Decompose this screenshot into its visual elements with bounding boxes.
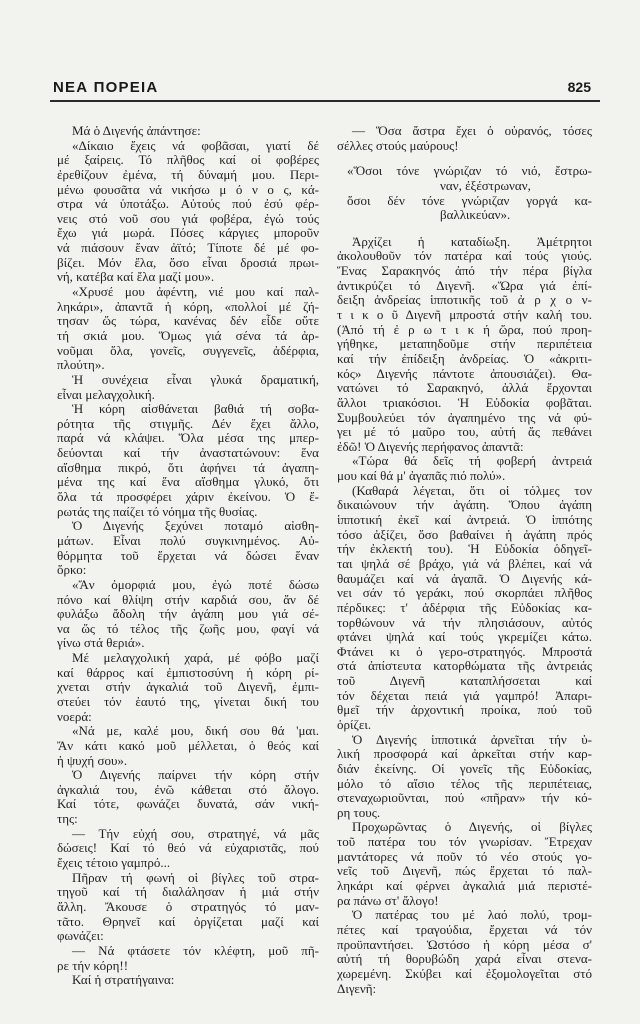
text-line: νεῖς τοῦ Διγενῆ, πώς ἔρχεται τό παλ- (337, 864, 592, 879)
paragraph (337, 454, 592, 483)
paragraph (57, 973, 319, 988)
paragraph (57, 373, 319, 402)
text-line: ἱπποτική ἐκεῖ καί ἀντρειά. Ὁ ἱππότης (337, 513, 592, 528)
paragraph (57, 724, 319, 768)
text-line: «Δίκαιο ἔχεις νά φοβᾶσαι, γιατί δέ (72, 138, 319, 153)
text-line: Διγενῆ: (337, 981, 377, 996)
text-line: νοῦμαι ὅλα, γονεῖς, συγγενεῖς, ἀδέρφια, (57, 343, 319, 358)
paragraph (57, 944, 319, 973)
text-line: ἄλλη. Ἄκουσε ὁ στρατηγός τό μαν- (57, 899, 319, 914)
verse-line: ναν, ἐξέστρωναν, (440, 178, 531, 193)
text-line: ἐδῶ! Ὁ Διγενής περήφανος ἀπαντᾶ: (337, 439, 524, 454)
text-line: διάν ἐκείνης. Οἱ γονεῖς τῆς Εὐδοκίας, (337, 761, 592, 776)
paragraph (57, 768, 319, 827)
text-line: γίνω στά θεριά». (57, 636, 145, 651)
paragraph (337, 484, 592, 733)
text-line: γει μέ τό μαῦρο του, αὐτή ἄς πεθάνει (337, 425, 592, 440)
text-line: της: (57, 812, 78, 827)
verse-line: «Ὅσοι τόνε γνώριζαν τό νιό, ἔστρω- (347, 164, 592, 179)
text-line: δεύονται καί τήν ἀναστατώνουν: ἕνα (57, 446, 319, 461)
text-line: «Ἄν ὀμορφιά μου, ἐγώ ποτέ δώσω (72, 577, 319, 592)
paragraph (57, 827, 319, 871)
text-line: Μά ὁ Διγενής ἀπάντησε: (72, 124, 201, 138)
journal-title: ΝΕΑ ΠΟΡΕΙΑ (53, 79, 159, 96)
text-line: τηγοῦ καί τή διαλάλησαν ἡ μιά στήν (57, 885, 319, 900)
text-line: νατώνει τό Σαρακηνό, ἀλλά ἔρχονται (337, 381, 592, 396)
text-line: Ἡ συνέχεια εἶναι γλυκά δραματική, (72, 372, 319, 387)
text-line: εἶναι μελαγχολική. (57, 387, 155, 402)
paragraph (57, 402, 319, 519)
text-line: ρωτάς της παίζει τό νόημα τῆς θυσίας. (57, 504, 258, 519)
text-line: γήθηκε, μεταπηδοῦμε στήν περιπέτεια (337, 337, 592, 352)
text-line: νή, κατέβα καί ἔλα μαζί μου». (57, 270, 215, 285)
text-line: μένα της καί ἕνα αἴσθημα γλυκό, ὅτι (57, 475, 319, 490)
text-line: στρα νά ὑποτάξω. Αὐτούς πού ἐσύ φέρ- (57, 197, 319, 212)
text-line: στά ἀπίστευτα κατορθώματα τῆς ἀντρειάς (337, 659, 592, 674)
text-line: — Ὅσα ἄστρα ἔχει ὁ οὐρανός, τόσες (352, 124, 592, 138)
text-line: κός» Διγενής πάντοτε ἀπουσιάζει). Θα- (337, 366, 592, 381)
text-line: μένω φουσᾶτα νά νικήσω μ ό ν ο ς, κά- (57, 182, 319, 197)
text-line: μόλο τό αἴσιο τέλος τῆς περιπέτειας, (337, 776, 592, 791)
text-line: φωνάζει: (57, 929, 104, 944)
text-line: «Τώρα θά δεῖς τή φοβερή ἀντρειά (352, 454, 592, 469)
text-line: Ὁ πατέρας του μέ λαό πολύ, τρομ- (352, 908, 592, 923)
text-line: ἐρεθίζουν ἐμένα, τή δύναμή μου. Περι- (57, 167, 319, 182)
text-line: ὅλα τά προσφέρει χάριν ἐκείνου. Ὁ ἔ- (57, 490, 319, 505)
text-line: παρά νά κλάψει. Ὅλα μέσα της μπερ- (57, 431, 319, 446)
text-line: Προχωρῶντας ὁ Διγενής, οἱ βίγλες (352, 820, 592, 835)
text-line: Πῆραν τή φωνή οἱ βίγλες τοῦ στρα- (72, 870, 319, 885)
paragraph (337, 124, 592, 153)
text-line: Καί τότε, φωνάζει δυνατά, σάν νική- (57, 797, 319, 812)
text-line: θαυμάζει καί νά ἀγαπᾶ. Ὁ Διγενής κά- (337, 571, 592, 586)
text-line: στεύει τόν ἑαυτό της, γίνεται δική του (57, 694, 319, 709)
text-line: ρα πάνω στ' ἄλογο! (337, 893, 439, 908)
text-line: καί θάρρος καί ἐμπιστοσύνη ἡ κόρη ρί- (57, 665, 319, 680)
paragraph (57, 651, 319, 724)
page-number: 825 (567, 79, 591, 95)
header-rule (50, 100, 600, 102)
text-line: πόνο καί θλίψη στήν καρδιά σου, ἄν δέ (57, 592, 319, 607)
text-line: τοῦ πατέρα του τόν γνωρίσαν. Ἔτρεχαν (337, 835, 592, 850)
text-line: δώσεις! Καί τό θεό νά εὐχαριστᾶς, πού (57, 841, 319, 856)
text-line: ρότητα τῆς στιγμῆς. Δέν ἔχει ἄλλο, (57, 416, 319, 431)
text-line: (Καθαρά λέγεται, ὅτι οἱ τόλμες τον (352, 483, 592, 498)
text-line: — Τήν εὐχή σου, στρατηγέ, νά μᾶς (72, 826, 319, 841)
text-line: Μέ μελαγχολική χαρά, μέ φόβο μαζί (72, 651, 319, 666)
text-line: Ἕνας Σαρακηνός ἀπό τήν πέρα βίγλα (337, 264, 592, 279)
text-line: ὅρκο: (57, 563, 87, 578)
text-line: Ὁ Διγενής ξεχύνει ποταμό αἰσθη- (72, 519, 319, 534)
text-line: Ἀρχίζει ἡ καταδίωξη. Ἀμέτρητοι (352, 234, 592, 249)
text-line: βίζει. Μόν ἔλα, ὅσο εἶναι δροσιά πρωι- (57, 255, 319, 270)
paragraph (337, 235, 592, 455)
text-line: (Ἀπό τή ἐ ρ ω τ ι κ ή ὥρα, πού προη- (337, 322, 592, 337)
text-line: τορθώνουν νά τήν πλησιάσουν, αὐτός (337, 615, 592, 630)
verse-line: βαλλικεύαν». (440, 208, 511, 223)
text-line: Ὁ Διγενής παίρνει τήν κόρη στήν (72, 768, 319, 783)
text-line: — Νά φτάσετε τόν κλέφτη, μοῦ πῆ- (72, 943, 319, 958)
paragraph (57, 285, 319, 373)
paragraph (337, 908, 592, 996)
text-line: Ἄν κάτι κακό μοῦ μέλλεται, ὁ θεός καί (57, 738, 319, 753)
text-line: νεις στό νοῦ σου γιά φοβέρα, ἐγώ τούς (57, 211, 319, 226)
text-line: ἀντικρύζει τό Διγενῆ. «Ὥρα γιά ἐπί- (337, 278, 592, 293)
text-line: ἔχεις τέτοιο γαμπρό... (57, 856, 171, 871)
text-line: Ἡ κόρη αἰσθάνεται βαθιά τή σοβα- (72, 402, 319, 417)
text-line: λική προσφορά καί ἀρκεῖται στήν καρ- (337, 747, 592, 762)
text-line: «Νά με, καλέ μου, δική σου θά 'μαι. (72, 724, 319, 739)
text-line: νει σάν τό γεράκι, πού σκορπάει πλῆθος (337, 586, 592, 601)
paragraph (57, 519, 319, 578)
text-line: φυλάξω ἄδολη τήν ἀγάπη μου γιά σέ- (57, 607, 319, 622)
paragraph (337, 820, 592, 908)
text-line: δειξη ἀνδρείας ἱπποτικῆς τοῦ ἀ ρ χ ο ν- (337, 293, 592, 308)
verse-line: ὅσοι δέν τόνε γνώριζαν γοργά κα- (347, 193, 592, 208)
text-line: στεναχωριοῦνται, πού «πῆραν» τήν κό- (337, 791, 592, 806)
verse-quote (337, 164, 592, 223)
text-line: δικαιώνουν τήν ἀγάπη. Ὅπου ἀγάπη (337, 498, 592, 513)
text-line: μου καί θά μ' ἀγαπᾶς πιό πολύ». (337, 469, 506, 484)
paragraph (337, 733, 592, 821)
text-line: ἀκολουθοῦν τόν πατέρα καί τούς γιούς. (337, 249, 592, 264)
text-line: «Χρυσέ μου ἀφέντη, νιέ μου καί παλ- (72, 285, 319, 300)
text-line: ρε τήν κόρη!! (57, 958, 129, 973)
text-line: ἄλλοι τριακόσιοι. Ἡ Εὐδοκία φοβᾶται. (337, 395, 592, 410)
text-line: τόν δέχεται πειά γιά γαμπρό! Ἀπαρι- (337, 688, 592, 703)
text-line: Συμβουλεύει τόν ἀγαπημένο της νά φύ- (337, 410, 592, 425)
text-line: φτάνει ψηλά καί τούς γκρεμίζει κάτω. (337, 630, 592, 645)
text-line: να ὥς τό τέλος τῆς ζωῆς μου, φαγί νά (57, 621, 319, 636)
paragraph (57, 139, 319, 285)
text-line: τή σκιά μου. Ὅμως γιά σένα τά ἀρ- (57, 328, 319, 343)
text-line: τησαν ὥς τώρα, κανένας δέν εἶδε οὔτε (57, 314, 319, 329)
text-line: ἡ ψυχή σου». (57, 753, 128, 768)
text-line: μέ ξαίρεις. Τό πλῆθος καί οἱ φοβέρες (57, 153, 319, 168)
text-line: ἀγκαλιά του, ἐνῶ κάθεται στό ἄλογο. (57, 782, 319, 797)
text-line: νά πιάσουν ἕναν ἀϊτό; Τίποτε δέ μέ φο- (57, 241, 319, 256)
text-line: θόρμητα τοῦ ἔρχεται νά δώσει ἕναν (57, 548, 319, 563)
paragraph (57, 124, 319, 139)
text-line: Φτάνει κι ὁ γερο-στρατηγός. Μπροστά (337, 644, 592, 659)
text-line: θμεῖ τήν ἀρχοντική προίκα, πού τοῦ (337, 703, 592, 718)
text-line: ται ψηλά σέ βράχο, γιά νά βλέπει, καί νά (337, 556, 592, 571)
text-line: τᾶτο. Θρηνεῖ καί ὀργίζεται μαζί καί (57, 914, 319, 929)
paragraph (57, 871, 319, 944)
text-line: μαντάτορες νά ποῦν τό νέο στούς γο- (337, 849, 592, 864)
text-line: σέλλες στούς μαύρους! (337, 138, 459, 153)
text-line: Ὁ Διγενής ἱπποτικά ἀρνεῖται τήν ὑ- (352, 732, 592, 747)
text-line: χωρεμένη. Σκύβει καί ἐξομολογεῖται στό (337, 966, 592, 981)
text-line: ληκάρι», ἀπαντᾶ ἡ κόρη, «πολλοί μέ ζή- (57, 299, 319, 314)
text-line: τοῦ Διγενῆ καταπλήσσεται καί (337, 674, 592, 689)
text-line: τόσο ἀξίζει, ὅσο βαθαίνει ἡ ἀγάπη πρός (337, 527, 592, 542)
text-line: προϋπαντήσει. Ὡστόσο ἡ κόρη μέσα σ' (337, 937, 592, 952)
text-line: νοερά: (57, 709, 92, 724)
text-line: μάτων. Εἶναι πολύ συγκινημένος. Αὐ- (57, 533, 319, 548)
text-line: ὁρίζει. (337, 717, 372, 732)
text-line: αἴσθημα πικρό, ὅτι ἀφήνει τά ἀγαπη- (57, 460, 319, 475)
right-text-column (337, 124, 592, 996)
text-line: τήν ἐκλεκτή του). Ἡ Εὐδοκία ὁδηγεῖ- (337, 542, 592, 557)
text-line: ληκάρι καί φέρνει ἀγκαλιά μιά περιστέ- (337, 879, 592, 894)
text-line: Καί ἡ στρατήγαινα: (72, 973, 175, 988)
left-text-column (57, 124, 319, 988)
text-line: ἔχω γιά μωρά. Πόσες κάργιες μποροῦν (57, 226, 319, 241)
text-line: πλούτη». (57, 358, 105, 373)
text-line: πέρδικες: τ' ἀδέρφια τῆς Εὐδοκίας κα- (337, 600, 592, 615)
text-line: ρη τους. (337, 805, 381, 820)
text-line: τ ι κ ο ῦ Διγενῆ μπροστά στήν καλή του. (337, 308, 592, 323)
text-line: πέτες καί τραγούδια, ἔρχεται νά τόν (337, 922, 592, 937)
text-line: χνεται στήν ἀγκαλιά τοῦ Διγενῆ, ἐμπι- (57, 680, 319, 695)
text-line: καί τήν ἐπίδειξη ἀνδρείας. Ὁ «ἀκριτι- (337, 351, 592, 366)
text-line: αὐτή τή θορυβώδη χαρά εἶναι στενα- (337, 952, 592, 967)
paragraph (57, 578, 319, 651)
